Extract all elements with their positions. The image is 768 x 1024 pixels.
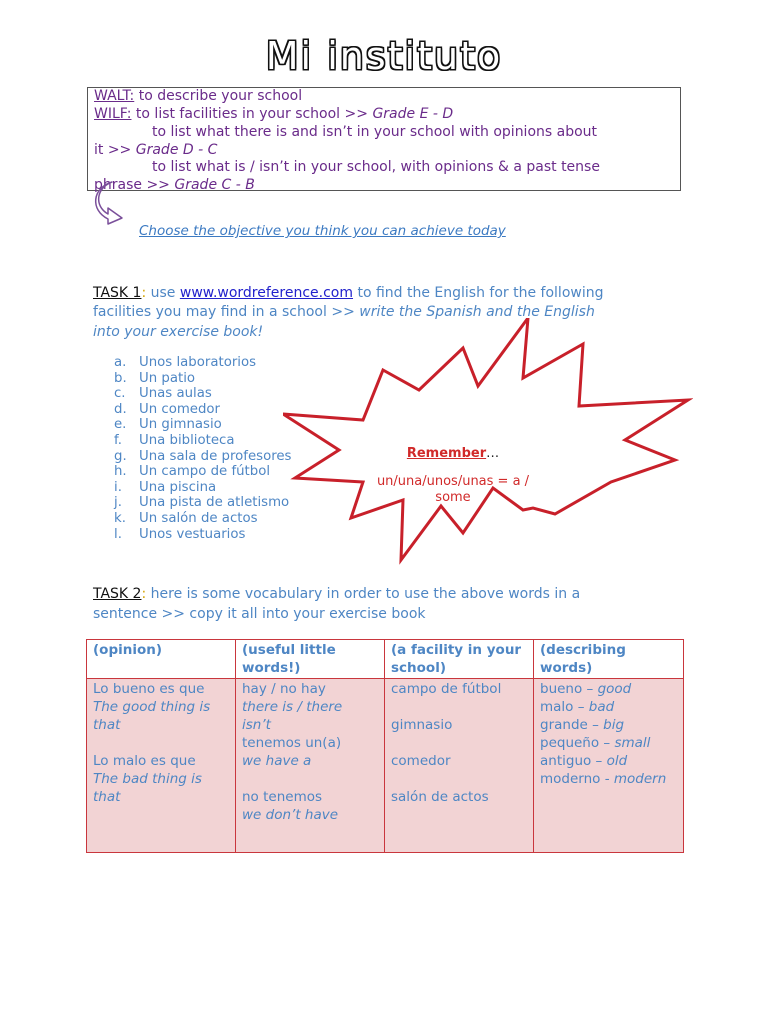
wilf-grade: Grade E - D xyxy=(372,106,454,122)
vocabulary-table xyxy=(86,639,684,853)
cell-text-english: that xyxy=(93,717,121,733)
list-item-text: Una biblioteca xyxy=(139,432,235,448)
task1-line2-text: facilities you may find in a school >> xyxy=(93,304,360,320)
task2-label: TASK 2 xyxy=(93,586,142,602)
task1-text-pre: use xyxy=(146,285,180,301)
list-item xyxy=(114,355,292,371)
header-useful-words: (useful little words!) xyxy=(236,640,385,679)
objectives-box xyxy=(87,87,681,191)
cell-text-english: that xyxy=(93,789,121,805)
list-marker: b. xyxy=(114,370,127,386)
choose-objective-instruction: Choose the objective you think you can achieve today xyxy=(139,223,506,239)
wordreference-link[interactable]: www.wordreference.com xyxy=(179,285,354,301)
describing-words-cell xyxy=(534,679,684,853)
cell-text: no tenemos xyxy=(242,789,323,805)
list-marker: c. xyxy=(114,386,126,402)
cell-text: malo – bad xyxy=(540,699,615,715)
list-item-text: Unos laboratorios xyxy=(139,355,257,370)
cell-text: bueno – good xyxy=(540,681,632,697)
curved-arrow-icon xyxy=(92,180,132,226)
task1-line1 xyxy=(93,285,604,301)
line4-grade: Grade D - C xyxy=(135,142,218,158)
header-opinion: (opinion) xyxy=(87,640,236,679)
wilf-line xyxy=(94,106,453,122)
list-item xyxy=(114,511,292,527)
list-item xyxy=(114,495,292,511)
cell-text-english: isn’t xyxy=(242,717,271,733)
remember-note: un/una/unos/unas = a / some xyxy=(376,474,530,505)
list-item xyxy=(114,386,292,402)
list-marker: f. xyxy=(114,432,122,448)
opinion-cell xyxy=(87,679,236,853)
list-marker: k. xyxy=(114,510,126,526)
remember-ellipsis: … xyxy=(486,446,500,461)
list-marker: a. xyxy=(114,355,127,370)
header-facility: (a facility in your school) xyxy=(385,640,534,679)
objective-line-5: to list what is / isn’t in your school, with opinions & a past tense xyxy=(152,159,600,175)
wilf-key: WILF: xyxy=(94,106,132,122)
list-item-text: Un gimnasio xyxy=(139,417,222,433)
list-marker: j. xyxy=(114,495,122,511)
list-marker: d. xyxy=(114,401,127,417)
cell-text: moderno - modern xyxy=(540,771,667,787)
cell-text-english: we have a xyxy=(242,753,312,769)
cell-text: antiguo – old xyxy=(540,753,628,769)
list-item xyxy=(114,480,292,496)
list-item-text: Una sala de profesores xyxy=(139,448,292,464)
cell-text: pequeño – small xyxy=(540,735,651,751)
list-item xyxy=(114,417,292,433)
list-item xyxy=(114,402,292,418)
remember-label: Remember xyxy=(406,446,487,461)
cell-text: Lo malo es que xyxy=(93,753,196,769)
list-item-text: Unas aulas xyxy=(139,386,212,402)
task2-text-line1: here is some vocabulary in order to use the above words in a xyxy=(146,586,581,602)
list-marker: i. xyxy=(114,479,122,495)
facility-cell xyxy=(385,679,534,853)
task1-colon: : xyxy=(141,285,147,301)
task2-line1 xyxy=(93,586,580,602)
facilities-list xyxy=(114,355,292,542)
cell-text: salón de actos xyxy=(391,789,489,805)
starburst-callout xyxy=(283,318,693,568)
list-item xyxy=(114,464,292,480)
task1-line3 xyxy=(93,324,263,340)
cell-text-english: The good thing is xyxy=(93,699,211,715)
table-header-row xyxy=(87,640,684,679)
cell-text: campo de fútbol xyxy=(391,681,502,697)
list-marker: e. xyxy=(114,417,127,433)
list-marker: l. xyxy=(114,526,122,542)
header-describing-words: (describing words) xyxy=(534,640,684,679)
list-item xyxy=(114,527,292,543)
task2-colon: : xyxy=(141,586,147,602)
cell-text: grande – big xyxy=(540,717,625,733)
list-item-text: Un campo de fútbol xyxy=(139,464,271,480)
task1-line3-italic: into your exercise book! xyxy=(93,324,264,340)
useful-words-cell xyxy=(236,679,385,853)
wilf-text: to list facilities in your school >> xyxy=(131,106,373,122)
table-row xyxy=(87,679,684,853)
cell-text: hay / no hay xyxy=(242,681,326,697)
cell-text: gimnasio xyxy=(391,717,453,733)
walt-text: to describe your school xyxy=(134,88,303,104)
remember-heading xyxy=(368,446,538,461)
list-item-text: Un salón de actos xyxy=(139,510,258,526)
list-marker: g. xyxy=(114,448,127,464)
cell-text-english: The bad thing is xyxy=(93,771,202,787)
objective-line-3: to list what there is and isn’t in your school with opinions about xyxy=(152,124,598,140)
walt-line xyxy=(94,88,302,104)
line6-grade: Grade C - B xyxy=(174,177,255,193)
list-item xyxy=(114,449,292,465)
cell-text-english: we don’t have xyxy=(242,807,339,823)
page-title: Mi instituto xyxy=(265,34,503,78)
cell-text: Lo bueno es que xyxy=(93,681,205,697)
list-item-text: Un comedor xyxy=(139,401,221,417)
list-item xyxy=(114,371,292,387)
task2-line2: sentence >> copy it all into your exercise book xyxy=(93,606,426,622)
objective-line-4 xyxy=(94,142,217,158)
cell-text: comedor xyxy=(391,753,451,769)
task1-line2-italic: write the Spanish and the English xyxy=(359,304,595,320)
list-item-text: Una pista de atletismo xyxy=(139,495,290,511)
list-item xyxy=(114,433,292,449)
line6-prefix: phrase >> xyxy=(94,177,175,193)
task1-label: TASK 1 xyxy=(93,285,142,301)
list-item-text: Una piscina xyxy=(139,479,217,495)
list-item-text: Unos vestuarios xyxy=(139,526,246,542)
list-item-text: Un patio xyxy=(139,370,196,386)
walt-key: WALT: xyxy=(94,88,135,104)
line4-prefix: it >> xyxy=(94,142,136,158)
cell-text-english: there is / there xyxy=(242,699,343,715)
list-marker: h. xyxy=(114,464,127,480)
task1-text-post: to find the English for the following xyxy=(353,285,604,301)
cell-text: tenemos un(a) xyxy=(242,735,342,751)
